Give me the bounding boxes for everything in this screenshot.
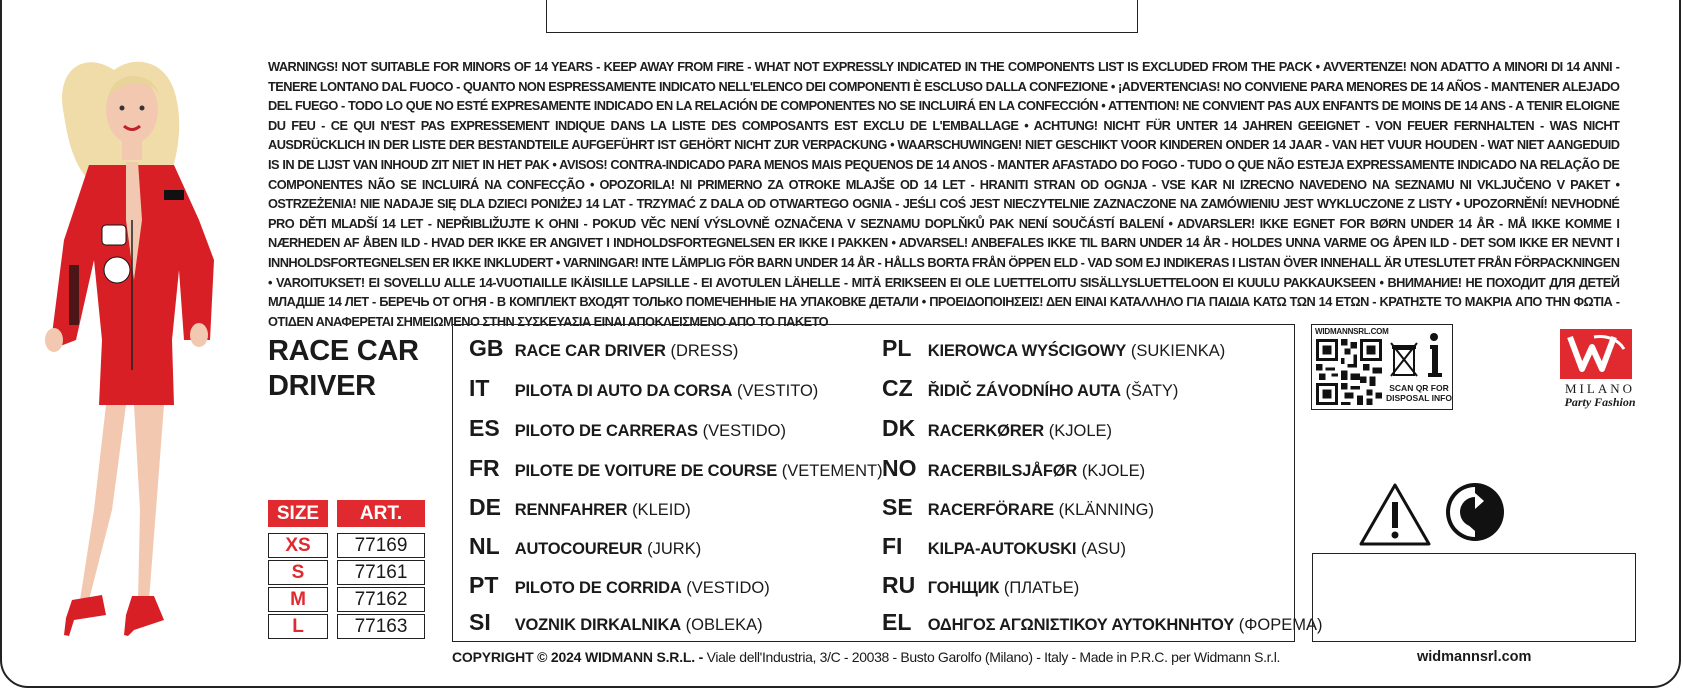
product-name: PILOTE DE VOITURE DE COURSE [514, 462, 778, 480]
product-type: (VESTIDO) [686, 579, 770, 597]
product-type: (VESTIDO) [702, 422, 787, 440]
language-code: GB [469, 335, 504, 361]
size-row [268, 533, 426, 560]
product-type: (VETEMENT) [781, 462, 883, 480]
model-illustration [14, 40, 264, 640]
product-name: KIEROWCA WYŚCIGOWY [927, 342, 1127, 360]
language-code: SE [882, 494, 913, 520]
qr-caption: SCAN QR FOR DISPOSAL INFO [1386, 383, 1452, 403]
name-entry [882, 453, 1145, 483]
product-type: (ΦΟΡΕΜΑ) [1238, 616, 1323, 634]
product-name: RACERFÖRARE [927, 501, 1054, 519]
product-name: AUTOCOUREUR [514, 540, 643, 558]
name-entry [882, 531, 1126, 561]
warning-triangle-icon [1359, 482, 1431, 546]
product-name: PILOTO DE CORRIDA [514, 579, 682, 597]
name-entry [882, 333, 1225, 363]
product-type: (SUKIENKA) [1130, 342, 1226, 360]
green-dot-recycle-icon [1444, 481, 1506, 543]
product-type: (ASU) [1081, 540, 1126, 558]
language-code: CZ [882, 375, 913, 401]
name-entry [882, 413, 1112, 443]
language-code: FI [882, 533, 903, 559]
size-value: L [268, 614, 328, 639]
recycle-bin-info-icon [1390, 331, 1448, 379]
product-name: RACE CAR DRIVER [514, 342, 666, 360]
product-name: ГОНЩИК [927, 579, 1000, 597]
widmann-logo [1557, 325, 1645, 411]
article-number: 77162 [337, 587, 425, 612]
product-name: RENNFAHRER [514, 501, 628, 519]
language-code: RU [882, 572, 916, 598]
language-code: SI [469, 609, 491, 635]
product-type: (KLÄNNING) [1058, 501, 1154, 519]
top-label-box [546, 0, 1138, 33]
product-type: (DRESS) [670, 342, 739, 360]
product-name: VOZNIK DIRKALNIKA [514, 616, 681, 634]
size-row [268, 587, 426, 614]
name-entry [469, 453, 883, 483]
multilingual-names-box [452, 324, 1323, 642]
logo-tagline: Party Fashion [1564, 395, 1636, 409]
size-row [268, 560, 426, 587]
name-entry [469, 607, 763, 637]
product-name: ΟΔΗΓΟΣ ΑΓΩΝΙΣΤΙΚΟΥ ΑΥΤΟΚΗΝΗΤΟΥ [927, 616, 1235, 634]
product-name: KILPA-AUTOKUSKI [927, 540, 1077, 558]
name-entry [882, 373, 1178, 403]
copyright-line [452, 649, 1280, 665]
article-number: 77161 [337, 560, 425, 585]
name-entry [469, 373, 818, 403]
size-row [268, 614, 426, 641]
product-type: (ŠATY) [1125, 382, 1179, 400]
product-type: (OBLEKA) [685, 616, 763, 634]
size-value: XS [268, 533, 328, 558]
name-entry [882, 492, 1154, 522]
product-type: (ПЛАТЬЕ) [1003, 579, 1080, 597]
name-entry [469, 492, 691, 522]
blank-label-box [1312, 553, 1636, 642]
product-name: ŘIDIČ ZÁVODNÍHO AUTA [927, 382, 1121, 400]
size-header: SIZE [268, 500, 328, 527]
copyright-company: COPYRIGHT © 2024 WIDMANN S.R.L. - [452, 649, 704, 665]
qr-code-icon[interactable] [1316, 339, 1382, 405]
product-type: (KLEID) [632, 501, 691, 519]
language-code: ES [469, 415, 500, 441]
product-title [268, 334, 438, 404]
product-type: (VESTITO) [737, 382, 819, 400]
language-code: DE [469, 494, 501, 520]
name-entry [469, 570, 770, 600]
size-value: M [268, 587, 328, 612]
website-link[interactable]: widmannsrl.com [1417, 649, 1532, 665]
article-number: 77169 [337, 533, 425, 558]
safety-warnings: WARNINGS! NOT SUITABLE FOR MINORS OF 14 YEARS - KEEP AWAY FROM FIRE - WHAT NOT EXPRESSLY INDICATED IN THE COMPONENTS LIST IS EXCLUDED FROM THE PACK • AVVERTENZE! NON ADATTO A MINORI DI 14 ANNI - TENERE LONTANO DAL FUOCO - QUANTO NON ESPRESSAMENTE INDICATO NELL'ELENCO DEI COMPONENTI È ESCLUSO DALLA CONFEZIONE • ¡ADVERTENCIAS! NO CONVIENE PARA MENORES DE 14 AÑOS - MANTENER ALEJADO DEL FUEGO - TODO LO QUE NO ESTÉ EXPRESAMENTE INDICADO EN LA RELACIÓN DE COMPONENTES NO SE INCLUIRÁ EN LA CONFECCIÓN • ATTENTION! NE CONVIENT PAS AUX ENFANTS DE MOINS DE 14 ANS - A TENIR ELOIGNE DU FEU - CE QUI N'EST PAS EXPRESSEMENT INDIQUE DANS LA LISTE DES COMPOSANTS EST EXCLU DE L'EMBALLAGE • ACHTUNG! NICHT FÜR UNTER 14 JAHREN GEEIGNET - VON FEUER FERNHALTEN - WAS NICHT AUSDRÜCKLICH IN DER LISTE DER BESTANDTEILE AUFGEFÜHRT IST GEHÖRT NICHT ZUR VERPACKUNG • WAARSCHUWINGEN! NIET GESCHIKT VOOR KINDEREN ONDER 14 JAAR - VAN HET VUUR HOUDEN - WAT NIET AANGEDUID IS IN DE LIJST VAN INHOUD ZIT NIET IN HET PAK • AVISOS! CONTRA-INDICADO PARA MENOS MAIS PEQUENOS DE 14 ANOS - MANTER AFASTADO DO FOGO - TUDO O QUE NÃO ESTEJA EXPRESSAMENTE INDICADO NA RELAÇÃO DE COMPONENTES NÃO SE INCLUIRÁ NA CONFECÇÃO • OPOZORILA! NI PRIMERNO ZA OTROKE MLAJŠE OD 14 LET - HRANITI STRAN OD OGNJA - VSE KAR NI IZRECNO NAVEDENO NA SEZNAMU NI VKLJUČENO V PAKET • OSTRZEŻENIA! NIE NADAJE SIĘ DLA DZIECI PONIŻEJ 14 LAT - TRZYMAĆ Z DALA OD OTWARTEGO OGNIA - JEŚLI COŚ JEST NIECZYTELNIE ZAZNACZONE NA ZAMÓWIENIU JEST WYKLUCZONE Z LISTY • UPOZORNĚNÍ! NEVHODNÉ PRO DĚTI MLADŠÍ 14 LET - NEPŘIBLIŽUJTE K OHNI - POKUD VĚC NENÍ VÝSLOVNĚ OZNAČENA V SEZNAMU DOPLŇKŮ PAK NENÍ SOUČÁSTÍ BALENÍ • ADVARSLER! IKKE EGNET FOR BØRN UNDER 14 ÅR - MÅ IKKE KOMME I NÆRHEDEN AF ÅBEN ILD - HVAD DER IKKE ER ANGIVET I INDHOLDSFORTEGNELSEN ER IKKE I PAKKEN • ADVARSEL! ANBEFALES IKKE TIL BARN UNDER 14 ÅR - HOLDES UNNA VARME OG ÅPEN ILD - DET SOM IKKE ER NEVNT I INNHOLDSFORTEGNELSEN ER IKKE INKLUDERT • VARNINGAR! INTE LÄMPLIG FÖR BARN UNDER 14 ÅR - HÅLLS BORTA FRÅN ÖPPEN ELD - VAD SOM EJ INDIKERAS I LISTAN ÖVER INNEHALL ÄR UTESLUTET FRÅN FÖRPACKNINGEN • VAROITUKSET! EI SOVELLU ALLE 14-VUOTIAILLE IKÄISILLE LAPSILLE - EI AVOTULEN LÄHELLE - MITÄ ERIKSEEN EI OLE LUETTELOITU SISÄLLYSLUETTELOON EI KUULU PAKKAUKSEEN • ВНИМАНИЕ! НЕ ПОХОДИТ ДЛЯ ДЕТЕЙ МЛАДШЕ 14 ЛЕТ - БЕРЕЧЬ ОТ ОГНЯ - В КОМПЛЕКТ ВХОДЯТ ТОЛЬКО ПОМЕЧЕННЫЕ НА УПАКОВКЕ ДЕТАЛИ • ΠΡΟΕΙΔΟΠΟΙΗΣΕΙΣ! ΔΕΝ ΕΙΝΑΙ ΚΑΤΑΛΛΗΛΟ ΓΙΑ ΠΑΙΔΙΑ ΚΑΤΩ ΤΩΝ 14 ΕΤΩΝ - ΚΡΑΤΗΣΤΕ ΤΟ ΜΑΚΡΙΑ ΑΠΟ ΤΗΝ ΦΩΤΙΑ - ΟΤΙΔΕΝ ΑΝΑΦΕΡΕΤΑΙ ΣΗΜΕΙΩΜΕΝΟ ΣΤΗΝ ΣΥΣΚΕΥΑΣΙΑ ΕΙΝΑΙ ΑΠΟΚΛΕΙΣΜΕΝΟ ΑΠΟ ΤΟ ΠΑΚΕΤΟ [268, 59, 1620, 329]
copyright-address: Viale dell'Industria, 3/C - 20038 - Busto Garolfo (Milano) - Italy - Made in P.R.C. per Widmann S.r.l. [703, 649, 1281, 665]
size-value: S [268, 560, 328, 585]
product-name: PILOTO DE CARRERAS [514, 422, 698, 440]
name-entry [882, 607, 1323, 637]
product-name: RACERKØRER [927, 422, 1044, 440]
product-name: PILOTA DI AUTO DA CORSA [514, 382, 733, 400]
product-title-line2: DRIVER [268, 370, 376, 402]
name-entry [882, 570, 1079, 600]
name-entry [469, 531, 701, 561]
name-entry [469, 413, 786, 443]
name-entry [469, 333, 738, 363]
product-type: (KJOLE) [1048, 422, 1112, 440]
language-code: PT [469, 572, 499, 598]
product-type: (KJOLE) [1081, 462, 1146, 480]
qr-site-label: WIDMANNSRL.COM [1315, 327, 1389, 336]
language-code: DK [882, 415, 916, 441]
product-type: (JURK) [647, 540, 702, 558]
language-code: IT [469, 375, 490, 401]
language-code: PL [882, 335, 912, 361]
art-header: ART. [337, 500, 425, 527]
widmann-logo-mark [1560, 325, 1638, 380]
language-code: NO [882, 455, 917, 481]
language-code: NL [469, 533, 500, 559]
language-code: FR [469, 455, 500, 481]
product-name: RACERBILSJÅFØR [927, 462, 1078, 480]
language-code: EL [882, 609, 912, 635]
article-number: 77163 [337, 614, 425, 639]
logo-city: MILANO [1565, 381, 1635, 396]
disposal-qr-block[interactable] [1311, 324, 1453, 410]
product-title-line1: RACE CAR [268, 335, 419, 367]
